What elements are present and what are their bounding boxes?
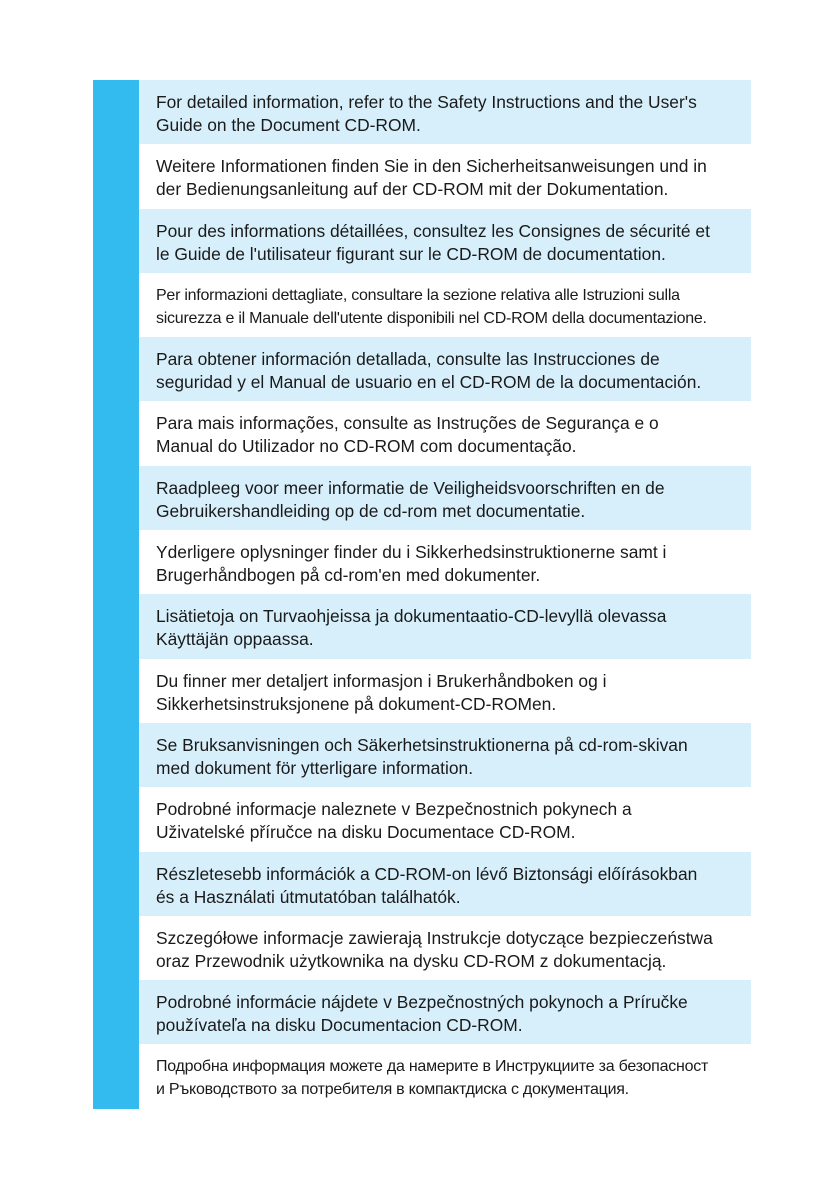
notice-line: der Bedienungsanleitung auf der CD-ROM mit der Dokumentation. [156, 179, 669, 200]
notice-line: Podrobné informácie nájdete v Bezpečnostných pokynoch a Príručke [156, 992, 688, 1013]
notice-line: Guide on the Document CD-ROM. [156, 115, 421, 135]
notice-cs [139, 787, 751, 851]
notice-line: používateľa na disku Documentacion CD-ROM. [156, 1015, 523, 1036]
notice-line: Para obtener información detallada, consulte las Instrucciones de [156, 349, 660, 370]
notice-line: Lisätietoja on Turvaohjeissa ja dokumentaatio-CD-levyllä olevassa [156, 606, 667, 627]
notice-line: Pour des informations détaillées, consultez les Consignes de sécurité et [156, 220, 710, 241]
notice-line: For detailed information, refer to the Safety Instructions and the User's [156, 92, 697, 112]
side-color-bar [93, 80, 139, 1109]
notice-line: sicurezza e il Manuale dell'utente disponibili nel CD-ROM della documentazione. [156, 309, 707, 327]
notice-en [139, 80, 751, 144]
notice-line: Se Bruksanvisningen och Säkerhetsinstruktionerna på cd-rom-skivan [156, 734, 688, 755]
notice-sk [139, 980, 751, 1044]
notice-line: Para mais informações, consulte as Instruções de Segurança e o [156, 413, 659, 434]
notice-list [139, 80, 751, 1109]
notice-line: le Guide de l'utilisateur figurant sur le CD-ROM de documentation. [156, 243, 666, 264]
notice-line: Brugerhåndbogen på cd-rom'en med dokumenter. [156, 565, 541, 586]
notice-line: med dokument för ytterligare information. [156, 757, 474, 778]
notice-nl [139, 466, 751, 530]
notice-line: и Ръководството за потребителя в компактдиска с документация. [156, 1081, 629, 1099]
notice-bg [139, 1044, 751, 1108]
notice-line: Подробна информация можете да намерите в Инструкциите за безопасност [156, 1058, 709, 1076]
notice-line: Szczegółowe informacje zawierają Instrukcje dotyczące bezpieczeństwa [156, 927, 713, 948]
notice-line: Weitere Informationen finden Sie in den Sicherheitsanweisungen und in [156, 156, 707, 177]
notice-de [139, 144, 751, 208]
notice-da [139, 530, 751, 594]
notice-fr [139, 209, 751, 273]
notice-line: Per informazioni dettagliate, consultare la sezione relativa alle Istruzioni sulla [156, 286, 680, 304]
notice-hu [139, 852, 751, 916]
notice-no [139, 659, 751, 723]
notice-line: Raadpleeg voor meer informatie de Veiligheidsvoorschriften en de [156, 477, 665, 498]
notice-line: Uživatelské příručce na disku Documentace CD-ROM. [156, 822, 576, 843]
notice-line: oraz Przewodnik użytkownika na dysku CD-ROM z dokumentacją. [156, 950, 667, 971]
notice-fi [139, 594, 751, 658]
notice-pt [139, 401, 751, 465]
notice-es [139, 337, 751, 401]
notice-sv [139, 723, 751, 787]
notice-line: Gebruikershandleiding op de cd-rom met documentatie. [156, 500, 586, 521]
notice-it [139, 273, 751, 337]
notice-line: és a Használati útmutatóban találhatók. [156, 886, 461, 907]
notice-line: seguridad y el Manual de usuario en el CD-ROM de la documentación. [156, 372, 702, 393]
notice-line: Manual do Utilizador no CD-ROM com documentação. [156, 436, 577, 457]
notice-line: Käyttäjän oppaassa. [156, 629, 314, 650]
notice-line: Podrobné informacje naleznete v Bezpečnostnich pokynech a [156, 799, 632, 820]
notice-line: Sikkerhetsinstruksjonene på dokument-CD-ROMen. [156, 693, 557, 714]
notice-line: Részletesebb információk a CD-ROM-on lévő Biztonsági előírásokban [156, 863, 698, 884]
notice-line: Yderligere oplysninger finder du i Sikkerhedsinstruktionerne samt i [156, 542, 667, 563]
notice-line: Du finner mer detaljert informasjon i Brukerhåndboken og i [156, 670, 607, 691]
notice-pl [139, 916, 751, 980]
